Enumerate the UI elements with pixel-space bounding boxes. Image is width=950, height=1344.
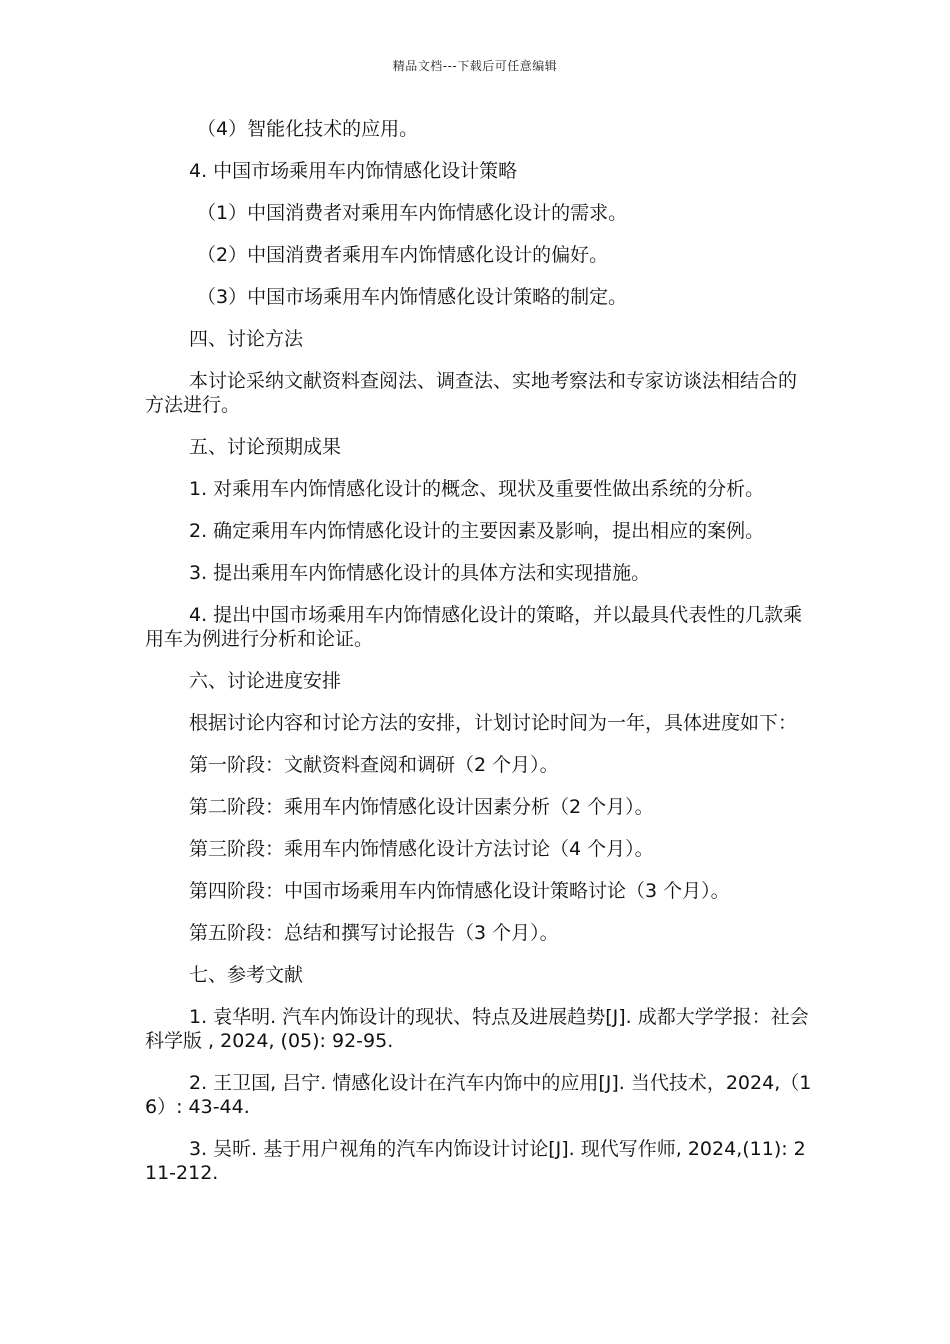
schedule-item: 第一阶段：文献资料查阅和调研（2 个月）。 (189, 754, 559, 776)
paragraph-item: 2. 确定乘用车内饰情感化设计的主要因素及影响，提出相应的案例。 (189, 520, 765, 542)
paragraph-body: 本讨论采纳文献资料查阅法、调查法、实地考察法和专家访谈法相结合的方法进行。 (145, 370, 798, 416)
paragraph-body: 根据讨论内容和讨论方法的安排，计划讨论时间为一年，具体进度如下： (189, 712, 798, 734)
section-heading: 五、讨论预期成果 (189, 436, 342, 458)
paragraph-sub-item: （1）中国消费者对乘用车内饰情感化设计的需求。 (197, 202, 628, 224)
reference-item: 3. 吴昕. 基于用户视角的汽车内饰设计讨论[J]. 现代写作师, 2024,(11): 211-212. (145, 1138, 806, 1184)
schedule-item: 第四阶段：中国市场乘用车内饰情感化设计策略讨论（3 个月）。 (189, 880, 730, 902)
section-heading: 六、讨论进度安排 (189, 670, 342, 692)
paragraph-item: 4. 中国市场乘用车内饰情感化设计策略 (189, 160, 518, 182)
schedule-item: 第五阶段：总结和撰写讨论报告（3 个月）。 (189, 922, 559, 944)
paragraph-sub-item: （4）智能化技术的应用。 (197, 118, 419, 140)
reference-item: 2. 王卫国, 吕宁. 情感化设计在汽车内饰中的应用[J]. 当代技术，2024,（16）: 43-44. (145, 1072, 812, 1118)
paragraph-item: 1. 对乘用车内饰情感化设计的概念、现状及重要性做出系统的分析。 (189, 478, 765, 500)
schedule-item: 第二阶段：乘用车内饰情感化设计因素分析（2 个月）。 (189, 796, 654, 818)
paragraph-item: 3. 提出乘用车内饰情感化设计的具体方法和实现措施。 (189, 562, 651, 584)
paragraph-sub-item: （2）中国消费者乘用车内饰情感化设计的偏好。 (197, 244, 609, 266)
reference-item: 1. 袁华明. 汽车内饰设计的现状、特点及进展趋势[J]. 成都大学学报：社会科学版 , 2024, (05): 92-95. (145, 1006, 809, 1052)
section-heading: 四、讨论方法 (189, 328, 304, 350)
document-body (145, 117, 813, 1203)
page-header: 精品文档---下载后可任意编辑 (392, 59, 558, 73)
schedule-item: 第三阶段：乘用车内饰情感化设计方法讨论（4 个月）。 (189, 838, 654, 860)
paragraph-sub-item: （3）中国市场乘用车内饰情感化设计策略的制定。 (197, 286, 628, 308)
section-heading: 七、参考文献 (189, 964, 304, 986)
paragraph-item: 4. 提出中国市场乘用车内饰情感化设计的策略，并以最具代表性的几款乘用车为例进行分析和论证。 (145, 604, 803, 650)
